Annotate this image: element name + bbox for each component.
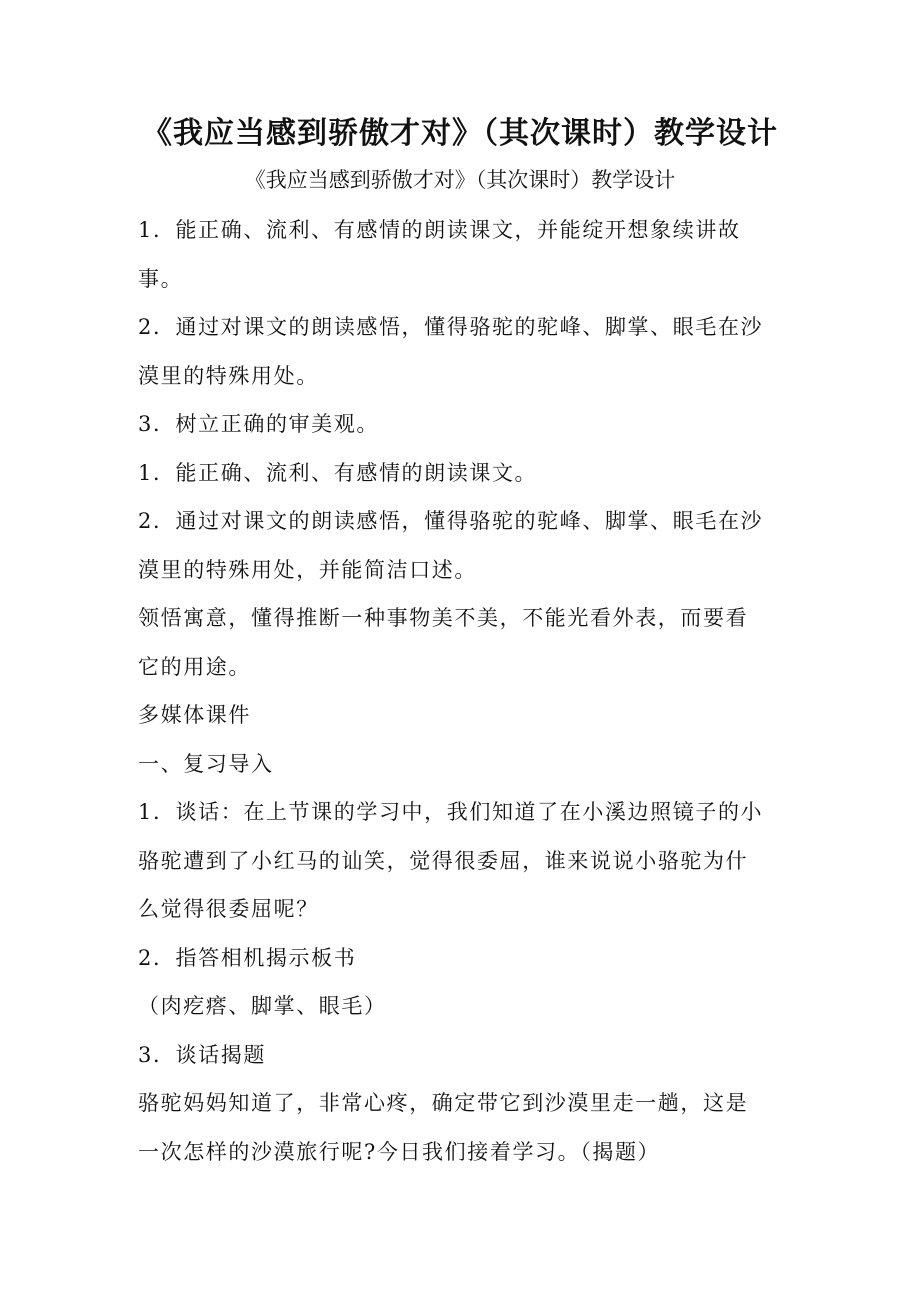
document-subtitle: 《我应当感到骄傲才对》（其次课时）教学设计	[244, 168, 676, 192]
text-line: 多媒体课件	[138, 703, 251, 727]
text-line: 一次怎样的沙漠旅行呢?今日我们接着学习。（揭题）	[138, 1139, 661, 1164]
text-line: 2．指答相机揭示板书	[138, 945, 357, 970]
text-line: 3．树立正确的审美观。	[138, 412, 379, 436]
text-line: 骆驼遭到了小红马的讪笑，觉得很委屈，谁来说说小骆驼为什	[138, 848, 749, 873]
text-line: 1．能正确、流利、有感情的朗读课文，并能绽开想象续讲故	[138, 218, 741, 242]
text-line: 3．谈话揭题	[138, 1042, 266, 1067]
text-line: 事。	[138, 266, 184, 291]
document-title: 《我应当感到骄傲才对》（其次课时）教学设计	[142, 116, 778, 151]
text-line: 它的用途。	[138, 654, 251, 679]
text-line: 2．通过对课文的朗读感悟，懂得骆驼的驼峰、脚掌、眼毛在沙	[138, 509, 764, 533]
document-body	[138, 206, 788, 1176]
text-line: 么觉得很委屈呢？	[138, 897, 319, 921]
text-line: 1．能正确、流利、有感情的朗读课文。	[138, 460, 538, 485]
text-line: 2．通过对课文的朗读感悟，懂得骆驼的驼峰、脚掌、眼毛在沙	[138, 315, 764, 339]
text-line: 漠里的特殊用处。	[138, 363, 319, 388]
text-line: 漠里的特殊用处，并能简洁口述。	[138, 557, 477, 582]
text-line: 一、复习导入	[138, 751, 274, 776]
text-line: 骆驼妈妈知道了，非常心疼，确定带它到沙漠里走一趟，这是	[138, 1091, 749, 1115]
text-line: 1．谈话：在上节课的学习中，我们知道了在小溪边照镜子的小	[138, 800, 764, 824]
text-line: 领悟寓意，懂得推断一种事物美不美，不能光看外表，而要看	[138, 606, 749, 630]
text-line: （肉疙瘩、脚掌、眼毛）	[138, 994, 387, 1018]
